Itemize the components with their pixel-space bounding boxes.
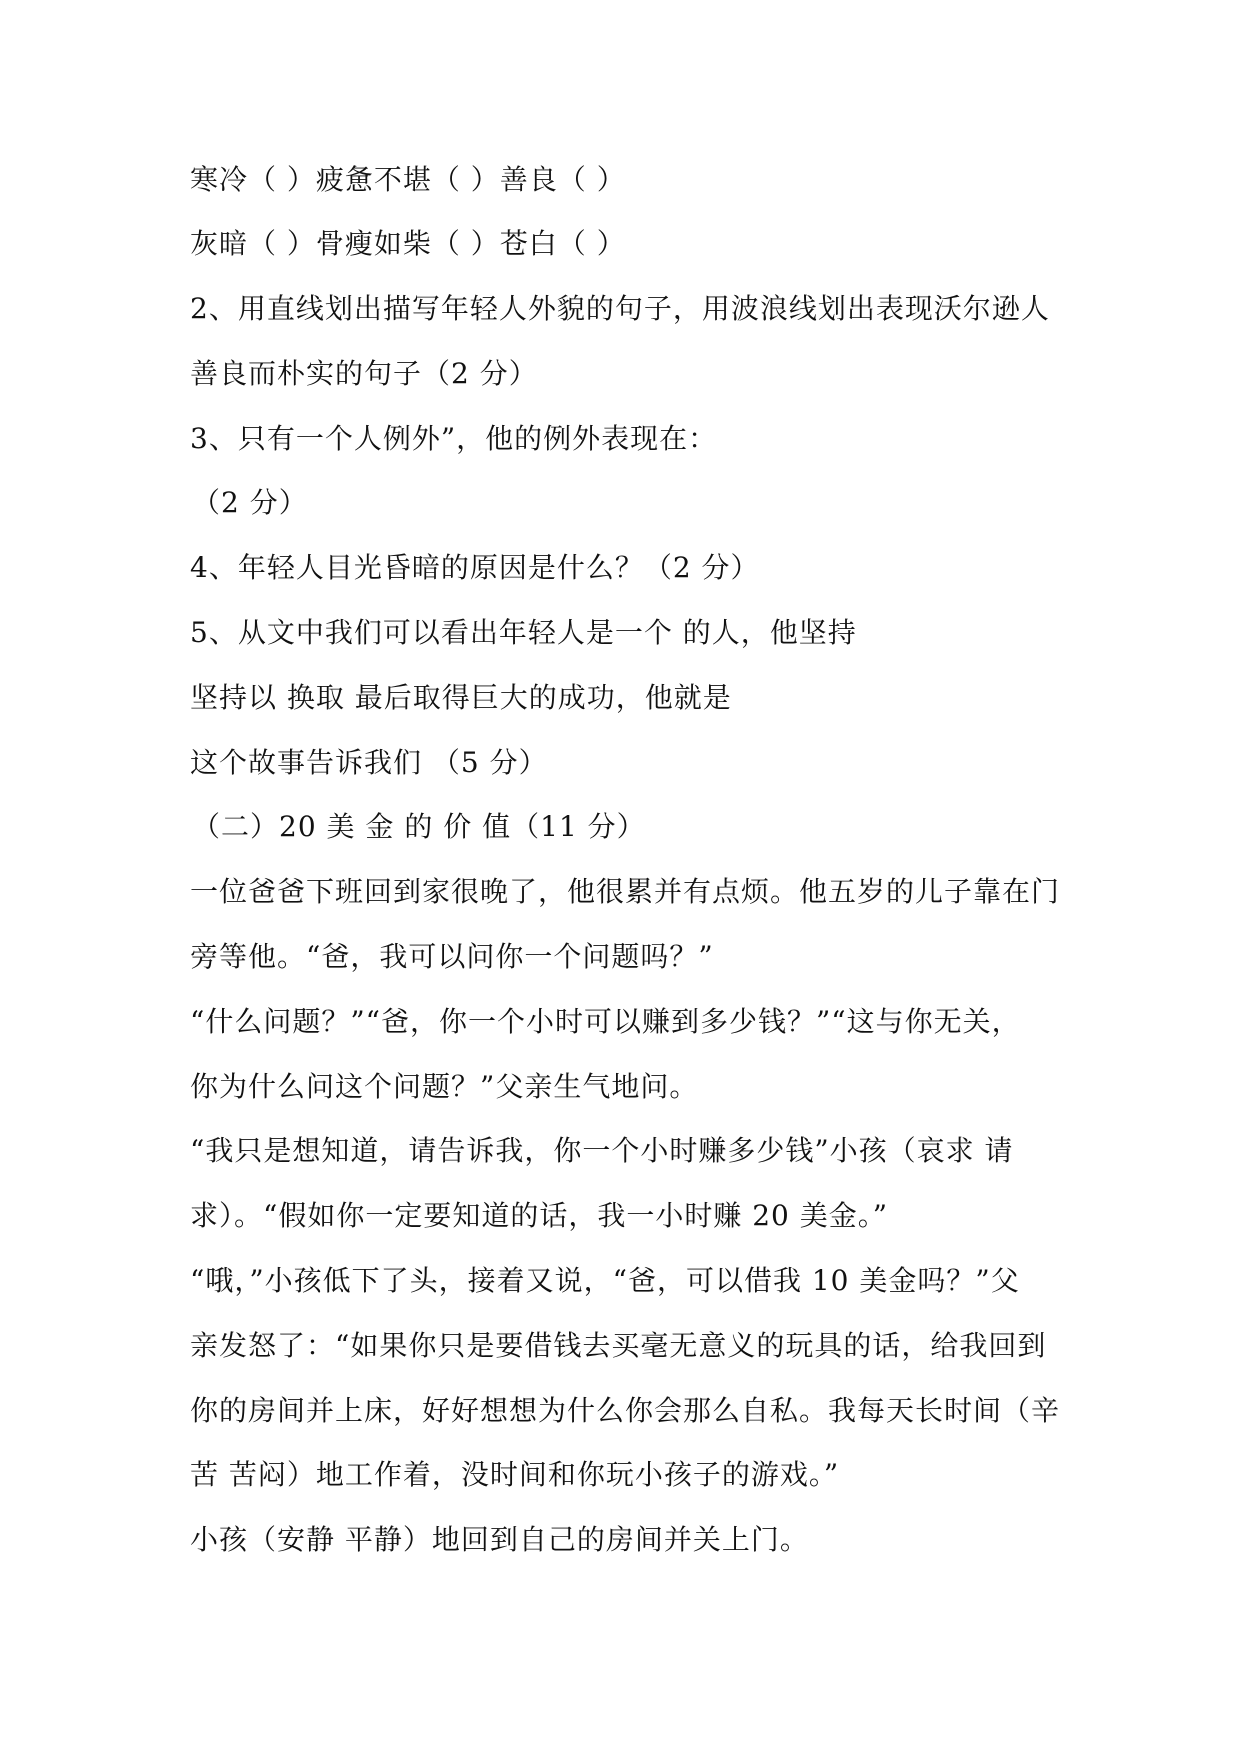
story-paragraph-5: 小孩（安静 平静）地回到自己的房间并关上门。 [190,1523,809,1556]
question-2-line-1: 2、用直线划出描写年轻人外貌的句子，用波浪线划出表现沃尔逊人 [190,292,1050,325]
question-5-line-1: 5、从文中我们可以看出年轻人是一个 的人，他坚持 [190,616,857,649]
story-paragraph-3-line-1: “我只是想知道，请告诉我，你一个小时赚多少钱”小孩（哀求 请 [190,1134,1014,1167]
story-paragraph-2-line-2: 你为什么问这个问题？”父亲生气地问。 [190,1070,699,1103]
story-paragraph-1-line-1: 一位爸爸下班回到家很晚了，他很累并有点烦。他五岁的儿子靠在门 [190,875,1061,908]
story-paragraph-4-line-4: 苦 苦闷）地工作着，没时间和你玩小孩子的游戏。” [190,1458,840,1491]
question-2-line-2: 善良而朴实的句子（2 分） [190,357,538,390]
story-paragraph-4-line-3: 你的房间并上床，好好想想为什么你会那么自私。我每天长时间（辛 [190,1394,1061,1427]
question-4: 4、年轻人目光昏暗的原因是什么？（2 分） [190,551,760,584]
question-3: 3、只有一个人例外”，他的例外表现在： [190,422,718,455]
answer-line-1: 寒冷（ ）疲惫不堪（ ）善良（ ） [190,163,626,196]
question-5-line-2: 坚持以 换取 最后取得巨大的成功，他就是 [190,681,732,714]
section-title: （二）20 美 金 的 价 值（11 分） [192,810,646,843]
answer-line-2: 灰暗（ ）骨瘦如柴（ ）苍白（ ） [190,227,626,260]
question-3-score: （2 分） [192,486,308,519]
story-paragraph-2-line-1: “什么问题？”“爸，你一个小时可以赚到多少钱？”“这与你无关， [190,1005,1021,1038]
story-paragraph-4-line-1: “哦，”小孩低下了头，接着又说，“爸，可以借我 10 美金吗？”父 [190,1264,1020,1297]
question-5-line-3: 这个故事告诉我们 （5 分） [190,746,548,779]
story-paragraph-1-line-2: 旁等他。“爸，我可以问你一个问题吗？” [190,940,714,973]
story-paragraph-4-line-2: 亲发怒了：“如果你只是要借钱去买毫无意义的玩具的话，给我回到 [190,1329,1047,1362]
story-paragraph-3-line-2: 求）。“假如你一定要知道的话，我一小时赚 20 美金。” [190,1199,889,1232]
